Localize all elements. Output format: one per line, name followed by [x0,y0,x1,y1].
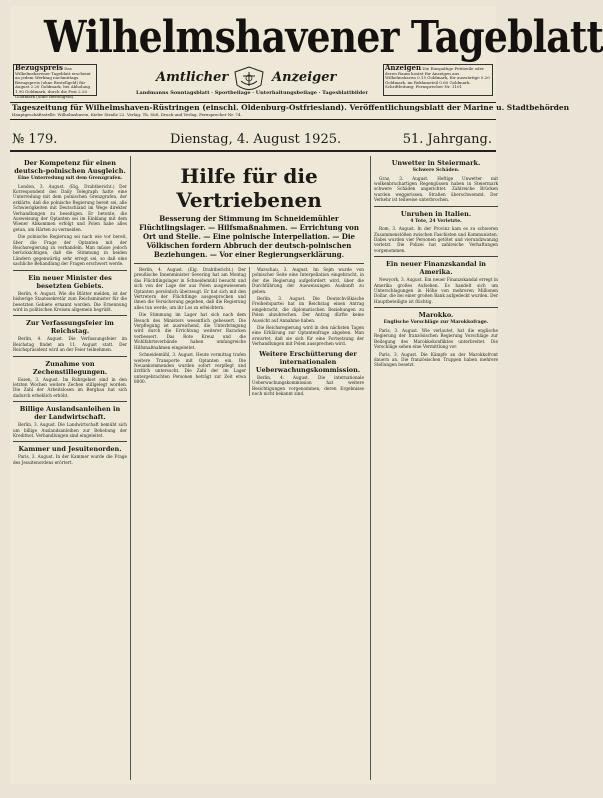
article-paragraph: Paris, 3. August. In der Kammer wurde die Frage des Jesuitenordens erörtert. [13,454,127,465]
article-paragraph: Berlin, 4. August. (Eig. Drahtbericht.) Der preußische Innenminister Severing hat am Montag das Flüchtlingslager in Schneidemühl besucht und sich von der Lage der aus Polen ausgewiesenen Optanten persönlich überzeugt. Er hat sich mit den Vertretern der Flüchtlinge ausgesprochen und ihnen die Versicherung gegeben, daß die Regierung alles tun werde, um ihr Los zu erleichtern. [134,267,246,310]
divider [13,270,127,271]
article-heading: Zur Verfassungsfeier im Reichstag. [26,319,114,336]
divider [13,356,127,357]
article-heading: Weitere Erschütterung der internationalen Ueberwachungskommission. [255,349,361,374]
article-paragraph: Berlin, 4. August. Wie die Blätter melden, ist der bisherige Staatssekretär zum Reichsminister für die besetzten Gebiete ernannt worden. Die Ernennung wird in politischen Kreisen allgemein begrüßt. [13,290,127,312]
lead-article [134,156,364,780]
issue-date: Dienstag, 4. August 1925. [170,132,342,147]
dateline [10,130,496,152]
masthead [10,6,603,101]
article-paragraph: Berlin, 3. August. Die Deutschvölkische Freiheitspartei hat im Reichstag einen Antrag eingebracht, die diplomatischen Beziehungen zu Polen abzubrechen. Der Antrag dürfte keine Aussicht auf Annahme haben. [252,296,364,323]
newspaper-title: Wilhelmshavener Tageblatt [44,12,603,63]
article-paragraph: Berlin, 3. August. Die Landwirtschaft bemüht sich um billige Auslandsanleihen zur Behebung der Kreditnot. Verhandlungen sind eingeleitet. [13,422,127,438]
divider [374,307,498,308]
article-heading: Ein neuer Finanzskandal in Amerika. [385,260,487,277]
ad-text: Die Einspaltige Petitzeile oder deren Raum kostet für Anzeigen aus Wilhelmshaven 0.15 Goldmark, für auswärtige 0.20 Goldmark, im Reklameteil 0.60 Goldmark. Schriftleitung: Fernsprecher Nr. 1101 [385,66,490,90]
supplements-line: Landmanns Sonntagsblatt · Sportbeilage · Unterhaltungsbeilage · Tagesblattbilder [135,90,369,96]
article-paragraph: London, 3. August. (Eig. Drahtbericht.) Der Korrespondent des Daily Telegraph hatte eine Unterredung mit dem polnischen Grenzgrafen, der erklärte, daß die polnische Regierung bereit sei, alle Schwierigkeiten mit Deutschland im Wege direkter Verhandlungen zu beseitigen. Er betonte, die Ausweisung der Optanten sei im Einklang mit dem Wiener Abkommen erfolgt und Polen habe alles getan, um Härten zu vermeiden. [13,183,127,232]
article-paragraph: Schneidemühl, 3. August. Heute vormittag trafen weitere Transporte mit Optanten ein. Die Neuankommenden wurden sofort verpflegt und ärztlich untersucht. Die Zahl der im Lager untergebrachten Personen beträgt zur Zeit etwa 8000. [134,352,246,385]
divider [13,401,127,402]
divider [13,315,127,316]
article-heading: Ein neuer Minister des besetzten Gebiets. [28,273,112,290]
article-paragraph: Warschau, 3. August. Im Sejm wurde von polnischer Seite eine Interpellation eingebracht, in der die Regierung aufgefordert wird, über die Durchführung der Ausweisungen Auskunft zu geben. [252,267,364,294]
left-column [13,156,131,780]
divider [134,263,364,264]
article-paragraph: Graz, 3. August. Heftige Unwetter mit wolkenbruchartigen Regengüssen haben in Steiermark schwere Schäden angerichtet. Zahlreiche Brücken wurden weggerissen, Straßen überschwemmt. Der Verkehr ist teilweise unterbrochen. [374,175,498,203]
article-paragraph: Paris, 3. August. Die Kämpfe an der Marokkofront dauern an. Die französischen Truppen haben mehrere Stellungen besetzt. [374,351,498,368]
article-paragraph: Rom, 3. August. In der Provinz kam es zu schweren Zusammenstößen zwischen Faschisten und Kommunisten. Dabei wurden vier Personen getötet und vierundzwanzig verletzt. Die Polizei hat zahlreiche Verhaftungen vorgenommen. [374,226,498,253]
strapline [10,102,570,120]
right-column [370,156,498,780]
lead-headline: Hilfe für die Vertriebenen [176,164,322,212]
lead-body [134,267,364,396]
newspaper-page [10,6,603,784]
issue-number: № 179. [12,132,58,147]
article-paragraph: Essen, 3. August. Im Ruhrgebiet sind in den letzten Wochen weitere Zechen stillgelegt worden. Die Zahl der Arbeitslosen im Bergbau hat sich dadurch erheblich erhöht. [13,376,127,398]
article-heading: Billige Auslandsanleihen in der Landwirtschaft. [19,405,121,422]
article-paragraph: Berlin, 4. August. Die Verfassungsfeier im Reichstag findet am 11. August statt. Der Reichspräsident wird an der Feier teilnehmen. [13,336,127,353]
divider [374,206,498,207]
article-heading: Marokko. [418,311,454,320]
article-heading: Unruhen in Italien. [400,209,472,218]
article-paragraph: Die Stimmung im Lager hat sich nach dem Besuch des Ministers wesentlich gebessert. Die Verpflegung ist ausreichend, die Unterbringung wird durch die Errichtung weiterer Baracken verbessert. Das Rote Kreuz und die Wohlfahrtsverbände haben umfangreiche Hilfsmaßnahmen eingeleitet. [134,312,246,350]
strapline-small: Hauptgeschäftsstelle: Wilhelmshaven, Kieler Straße 22. Verlag: Th. Süß. Druck und Verlag. Fernsprecher Nr. 74. [12,112,242,117]
article-subheading: Englische Vorschläge zur Marokkofrage. [383,320,489,326]
article-heading: Zunahme von Zechenstillegungen. [32,359,108,376]
subscription-price-box [13,63,97,99]
article-heading: Unwetter in Steiermark. [391,159,481,167]
article-paragraph: Die polnische Regierung sei nach wie vor bereit, über die Frage der Optanten mit der Reichsregierung zu verhandeln. Man müsse jedoch berücksichtigen, daß die Stimmung in beiden Ländern gegenwärtig sehr erregt sei, so daß eine sachliche Behandlung der Fragen erschwert werde. [13,234,127,267]
article-subheading: 4 Tote, 24 Verletzte. [410,218,462,224]
price-text: Das Wilhelmshavener Tageblatt erscheint an jedem Werktag nachmittags. Bezugspreis (ohne Bestellgeld) für August 2.20 Goldmark, bei Abholung 1.90 Goldmark, durch die Post 2.20 Goldmark (ohne Bestellgeld). [15,66,91,99]
strapline-main: Tageszeitung für Wilhelmshaven-Rüstringen (einschl. Oldenburg-Ostfriesland). Veröffentlichungsblatt der Marine u. Stadtbehörden [12,103,570,112]
price-heading: Bezugspreis [15,63,63,72]
article-heading: Kammer und Jesuitenorden. [18,445,122,454]
lead-deck: Besserung der Stimmung im Schneidemühler Flüchtlingslager. — Hilfsmaßnahmen. — Errichtung von Ort und Stelle. — Eine polnische Interpellation. — Die Völkischen fordern Abbruch der deutsch-polnischen Beziehungen. — Vor einer Regierungserklärung. [139,214,359,259]
article-paragraph: Paris, 3. August. Wie verlautet, hat die englische Regierung der französischen Regierung Vorschläge zur Beilegung des Marokkokonfliktes unterbreitet. Die Vorschläge sehen eine Vermittlung vor. [374,327,498,350]
article-subheading: Schwere Schäden. [412,168,460,173]
anzeiger-label: Anzeiger [272,70,337,85]
article-paragraph: Newyork, 3. August. Ein neuer Finanzskandal erregt in Amerika großes Aufsehen. Es handelt sich um Unterschlagungen in Höhe von mehreren Millionen Dollar, die bei einer großen Bank aufgedeckt wurden. Der Hauptbeteiligte ist flüchtig. [374,277,498,304]
divider [13,441,127,442]
amtlicher-label: Amtlicher [156,70,229,85]
divider [374,256,498,257]
volume-year: 51. Jahrgang. [402,132,492,147]
article-paragraph: Die Reichsregierung wird in den nächsten Tagen eine Erklärung zur Optantenfrage abgeben. Man erwartet, daß sie sich für eine Fortsetzung der Verhandlungen mit Polen aussprechen wird. [252,325,364,347]
article-paragraph: Berlin, 4. August. Die internationale Ueberwachungskommission hat weitere Besichtigungen vorgenommen, deren Ergebnisse noch nicht bekannt sind. [252,374,364,396]
article-subheading: Eine Unterredung mit dem Grenzgrafen. [17,176,123,181]
article-heading: Der Kompetenz für einen deutsch-polnischen Ausgleich. [14,159,126,175]
ad-heading: Anzeigen [385,63,422,72]
